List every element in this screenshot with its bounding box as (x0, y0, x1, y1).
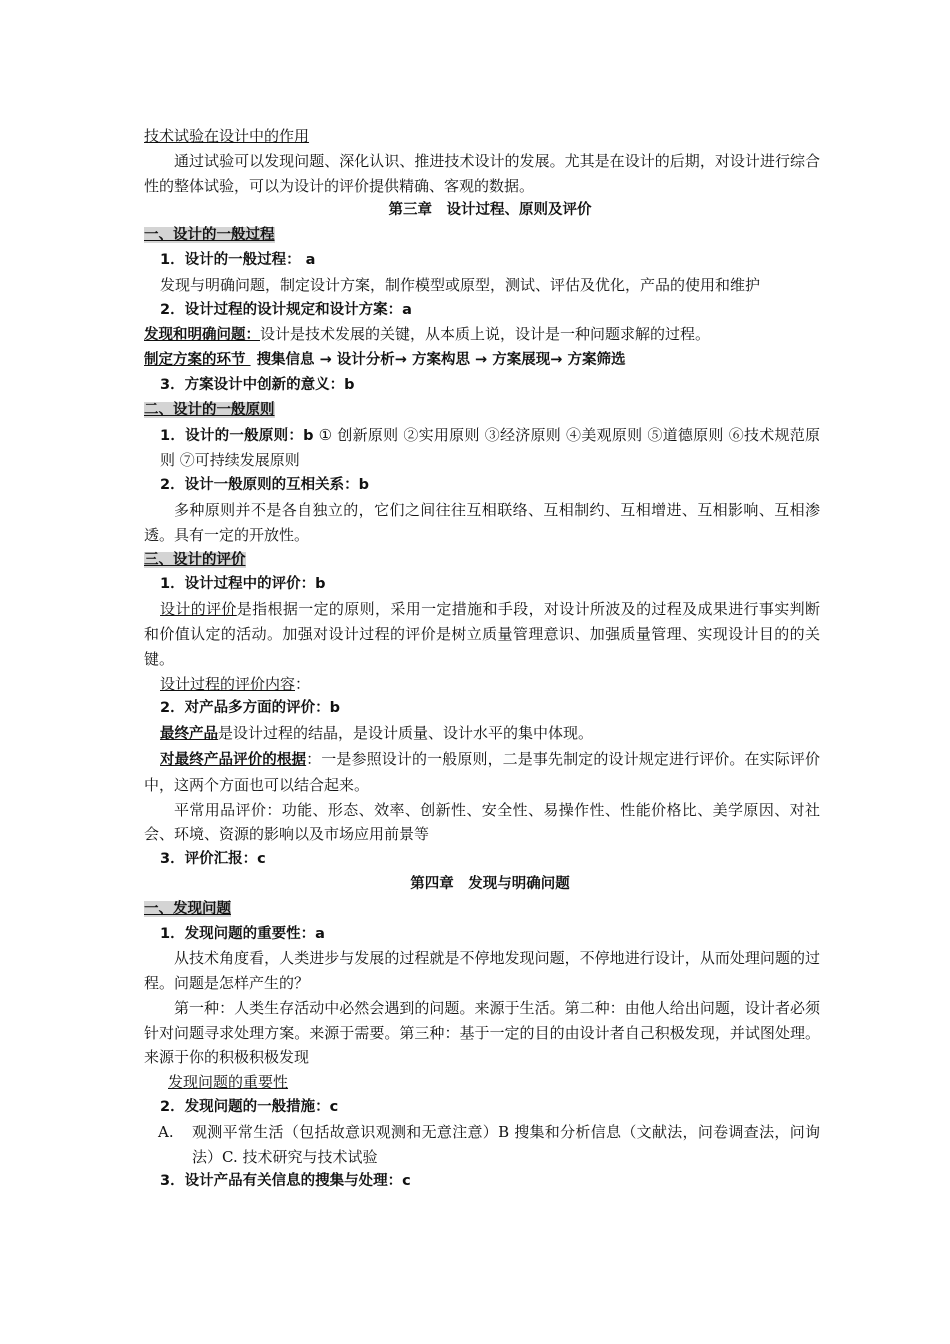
section-heading-4: 一、发现问题 (144, 900, 231, 917)
item-1-3-heading: 3．方案设计中创新的意义：b (160, 376, 355, 393)
item-3-2-basis: 对最终产品评价的根据：一是参照设计的一般原则，二是事先制定的设计规定进行评价。在实际评价中，这两个方面也可以结合起来。 (144, 749, 821, 794)
item-1-2-heading: 2．设计过程的设计规定和设计方案：a (160, 301, 412, 318)
section-heading-1: 一、设计的一般过程 (144, 227, 275, 244)
item-3-1-content-label: 设计过程的评价内容： (160, 674, 311, 693)
item-4-3-heading: 3．设计产品有关信息的搜集与处理：c (160, 1173, 411, 1190)
item-3-2-heading: 2．对产品多方面的评价：b (160, 700, 340, 717)
list-item: 观测平常生活（包括故意识观测和无意注意）B 搜集和分析信息（文献法，问卷调查法，问询法）C. 技术研究与技术试验 (192, 1122, 820, 1166)
item-2-2-text: 多种原则并不是各自独立的，它们之间往往互相联络、互相制约、互相增进、互相影响、互相渗透。具有一定的开放性。 (144, 500, 820, 544)
item-3-1-heading: 1．设计过程中的评价：b (160, 576, 326, 593)
list-marker: A. (158, 1122, 174, 1141)
item-3-2-daily-eval: 平常用品评价：功能、形态、效率、创新性、安全性、易操作性、性能价格比、美学原因、对社会、环境、资源的影响以及市场应用前景等 (144, 800, 820, 844)
item-1-1-text: 发现与明确问题，制定设计方案，制作模型或原型，测试、评估及优化，产品的使用和维护 (160, 275, 761, 294)
item-4-1-heading: 1．发现问题的重要性：a (160, 925, 325, 942)
item-4-1-text2: 第一种：人类生存活动中必然会遇到的问题。来源于生活。第二种：由他人给出问题，设计者必须针对问题寻求处理方案。来源于需要。第三种：基于一定的目的由设计者自己积极发现，并试图处理。来源于你的积极积极发现 (144, 998, 820, 1067)
chapter-3-title: 第三章 设计过程、原则及评价 (388, 202, 592, 219)
item-4-2-list (144, 1120, 820, 1170)
item-3-3-heading: 3．评价汇报：c (160, 851, 266, 868)
section-heading-3: 三、设计的评价 (144, 551, 246, 568)
item-2-1-line: 1．设计的一般原则：b ① 创新原则 ②实用原则 ③经济原则 ④美观原则 ⑤道德原则 ⑥技术规范原则 ⑦可持续发展原则 (160, 425, 821, 470)
section-heading-2: 二、设计的一般原则 (144, 401, 275, 418)
item-1-1-heading: 1．设计的一般过程： a (160, 251, 316, 268)
item-3-2-text: 最终产品是设计过程的结晶，是设计质量、设计水平的集中体现。 (160, 724, 594, 743)
paragraph-tech-test: 通过试验可以发现问题、深化认识、推进技术设计的发展。尤其是在设计的后期，对设计进行综合性的整体试验，可以为设计的评价提供精确、客观的数据。 (144, 151, 820, 195)
item-2-2-heading: 2．设计一般原则的互相关系：b (160, 477, 369, 494)
item-3-1-text: 设计的评价是指根据一定的原则，采用一定措施和手段，对设计所波及的过程及成果进行事实判断和价值认定的活动。加强对设计过程的评价是树立质量管理意识、加强质量管理、实现设计目的的关键。 (144, 600, 820, 668)
heading-tech-test: 技术试验在设计中的作用 (144, 127, 310, 145)
item-1-2-text: 发现和明确问题：设计是技术发展的关键，从本质上说，设计是一种问题求解的过程。 (144, 325, 711, 344)
chapter-4-title: 第四章 发现与明确问题 (410, 875, 570, 892)
item-4-2-heading: 2．发现问题的一般措施：c (160, 1099, 339, 1116)
item-4-1-text: 从技术角度看，人类进步与发展的过程就是不停地发现问题，不停地进行设计，从而处理问题的过程。问题是怎样产生的？ (144, 949, 820, 993)
item-4-1-label: 发现问题的重要性 (168, 1073, 289, 1092)
design-flow-line: 制定方案的环节 搜集信息 → 设计分析→ 方案构思 → 方案展现→ 方案筛选 (144, 352, 626, 369)
